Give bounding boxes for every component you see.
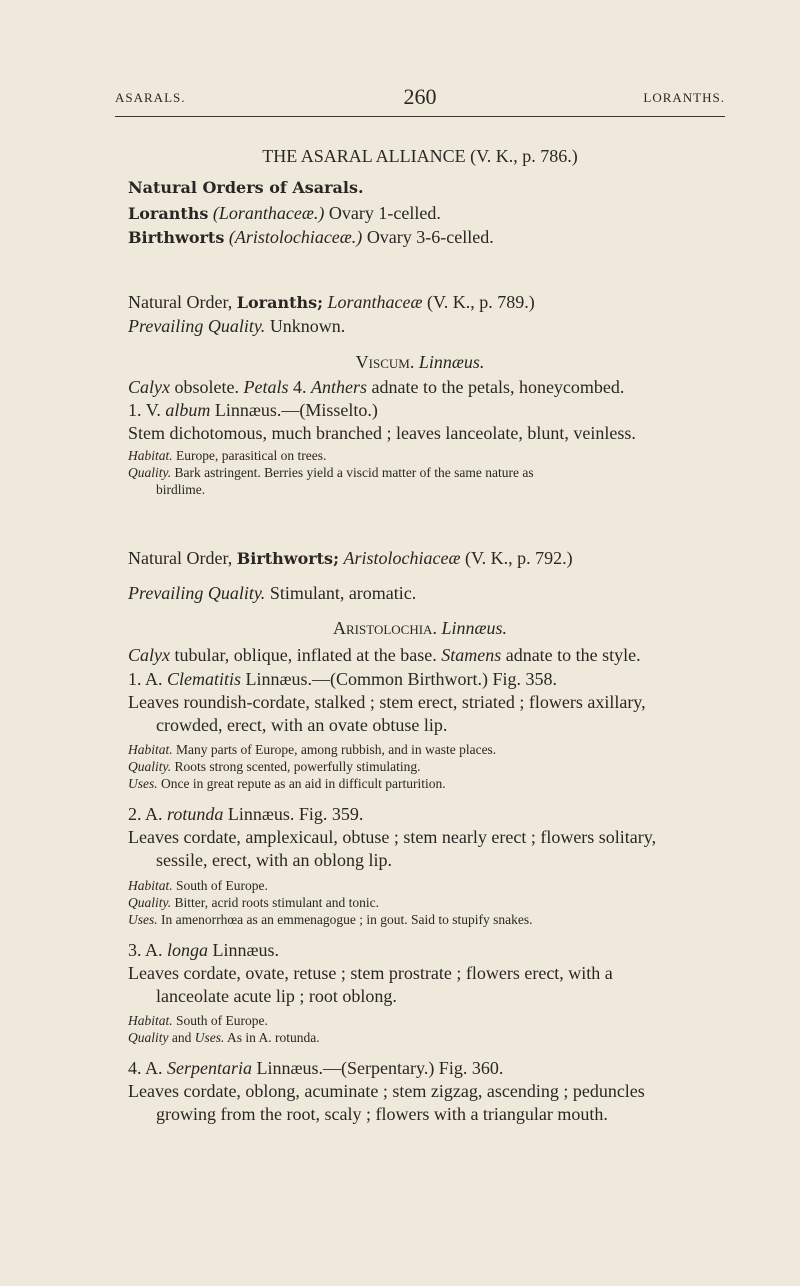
species-2-uses [128,911,748,928]
viscum-anthers-text: adnate to the petals, honeycombed. [371,377,625,397]
birthworts-order-latin: Aristolochiaceæ [343,548,461,568]
species-2-habitat-text: South of Europe. [176,878,268,893]
loranths-order-prefix: Natural Order, [128,292,233,312]
loranths-order-name: Loranths; [236,293,324,312]
species-4-name: Serpentaria [167,1058,253,1078]
page-number: 260 [403,84,437,109]
order-loranths-line [128,202,748,225]
orders-heading-text: Natural Orders of Asarals. [128,178,364,197]
viscum-species-line [128,399,748,422]
loranths-quality-line [128,315,748,338]
species-4-description-continued: growing from the root, scaly ; flowers with a triangular mouth. [156,1104,608,1124]
species-2-quality-text: Bitter, acrid roots stimulant and tonic. [174,895,380,910]
species-2-uses-text: In amenorrhœa as an emmenagogue ; in gout. Said to stupify snakes. [161,912,533,927]
species-1-uses [128,775,748,792]
running-head [115,84,725,110]
order-birthworts-text: Ovary 3-6-celled. [366,227,494,247]
loranths-quality-text: Unknown. [269,316,346,336]
viscum-calyx-label: Calyx [128,377,170,397]
orders-heading [128,178,748,198]
species-3-uses-label: Uses. [194,1030,225,1045]
loranths-order-line [128,291,748,314]
species-3-quality-uses-text: As in A. rotunda. [227,1030,320,1045]
species-3-number: 3. A. [128,940,163,960]
species-2-quality-label: Quality. [128,895,172,910]
viscum-genus-name: Viscum. [355,352,415,372]
order-birthworts-name: Birthworts [128,228,225,247]
aristolochia-stamens-label: Stamens [441,645,502,665]
viscum-calyx-text: obsolete. [174,377,239,397]
viscum-quality [128,464,748,481]
species-3-description-continued: lanceolate acute lip ; root oblong. [156,986,397,1006]
species-2-name: rotunda [167,804,224,824]
aristolochia-calyx-text: tubular, oblique, inflated at the base. [174,645,437,665]
order-loranths-latin: (Loranthaceæ.) [212,203,325,223]
birthworts-order-ref: (V. K., p. 792.) [464,548,573,568]
viscum-quality-text: Bark astringent. Berries yield a viscid matter of the same nature as [174,465,534,480]
loranths-order-ref: (V. K., p. 789.) [427,292,535,312]
viscum-habitat-label: Habitat. [128,448,173,463]
species-2-description: Leaves cordate, amplexicaul, obtuse ; stem nearly erect ; flowers solitary, [128,827,657,847]
species-3-and: and [171,1030,192,1045]
birthworts-quality-label: Prevailing Quality. [128,583,266,603]
order-loranths-name: Loranths [128,204,209,223]
species-1-quality [128,758,748,775]
aristolochia-genus-name: Aristolochia. [333,618,437,638]
species-4-number: 4. A. [128,1058,163,1078]
species-4-description: Leaves cordate, oblong, acuminate ; stem zigzag, ascending ; peduncles [128,1081,645,1101]
species-4-line [128,1057,748,1080]
species-2-habitat [128,877,748,894]
species-3-line [128,939,748,962]
species-1-habitat-text: Many parts of Europe, among rubbish, and in waste places. [176,742,497,757]
aristolochia-stamens-text: adnate to the style. [505,645,641,665]
viscum-characters [128,376,748,399]
running-head-left: ASARALS. [115,90,186,105]
species-3-habitat-label: Habitat. [128,1013,173,1028]
species-1-name: Clematitis [167,669,242,689]
alliance-title: THE ASARAL ALLIANCE (V. K., p. 786.) [262,146,578,166]
species-3-name: longa [167,940,209,960]
viscum-stem: Stem dichotomous, much branched ; leaves lanceolate, blunt, veinless. [128,423,636,443]
species-1-line [128,668,748,691]
viscum-species-name: album [165,400,211,420]
loranths-order-latin: Loranthaceæ [327,292,423,312]
viscum-genus-heading [115,351,725,374]
species-1-habitat-label: Habitat. [128,742,173,757]
viscum-habitat-text: Europe, parasitical on trees. [176,448,327,463]
order-birthworts-latin: (Aristolochiaceæ.) [228,227,363,247]
species-1-number: 1. A. [128,669,163,689]
birthworts-order-line [128,547,748,570]
species-1-uses-text: Once in great repute as an aid in difficult parturition. [161,776,446,791]
order-loranths-text: Ovary 1-celled. [328,203,441,223]
viscum-quality-label: Quality. [128,465,172,480]
birthworts-quality-text: Stimulant, aromatic. [269,583,417,603]
species-3-authority: Linnæus. [212,940,280,960]
birthworts-quality-line [128,582,748,605]
species-3-habitat [128,1012,748,1029]
species-1-quality-text: Roots strong scented, powerfully stimulating. [174,759,421,774]
species-1-description: Leaves roundish-cordate, stalked ; stem erect, striated ; flowers axillary, [128,692,646,712]
aristolochia-authority: Linnæus. [441,618,507,638]
species-1-uses-label: Uses. [128,776,158,791]
viscum-quality-continued: birdlime. [156,482,206,497]
aristolochia-calyx-label: Calyx [128,645,170,665]
viscum-petals-text: 4. [293,377,307,397]
aristolochia-genus-heading [115,617,725,640]
aristolochia-characters [128,644,748,667]
viscum-authority: Linnæus. [418,352,485,372]
species-2-line [128,803,748,826]
order-birthworts-line [128,226,748,249]
species-1-description-continued: crowded, erect, with an ovate obtuse lip. [156,715,448,735]
species-2-quality [128,894,748,911]
species-2-uses-label: Uses. [128,912,158,927]
species-4-authority: Linnæus.—(Serpentary.) Fig. 360. [256,1058,504,1078]
species-3-habitat-text: South of Europe. [176,1013,268,1028]
species-2-number: 2. A. [128,804,163,824]
viscum-species-number: 1. [128,400,142,420]
viscum-anthers-label: Anthers [311,377,367,397]
viscum-species-authority: Linnæus.—(Misselto.) [214,400,378,420]
viscum-species-genus: V. [145,400,161,420]
viscum-habitat [128,447,748,464]
loranths-quality-label: Prevailing Quality. [128,316,266,336]
species-2-authority: Linnæus. Fig. 359. [227,804,364,824]
species-3-quality-uses [128,1029,748,1046]
birthworts-order-name: Birthworts; [236,549,339,568]
species-2-habitat-label: Habitat. [128,878,173,893]
species-1-habitat [128,741,748,758]
header-rule [115,116,725,117]
species-1-quality-label: Quality. [128,759,172,774]
running-head-right: LORANTHS. [643,90,725,105]
species-1-authority: Linnæus.—(Common Birthwort.) Fig. 358. [245,669,558,689]
birthworts-order-prefix: Natural Order, [128,548,233,568]
species-3-quality-label: Quality [128,1030,169,1045]
species-3-description: Leaves cordate, ovate, retuse ; stem prostrate ; flowers erect, with a [128,963,613,983]
species-2-description-continued: sessile, erect, with an oblong lip. [156,850,392,870]
viscum-petals-label: Petals [243,377,289,397]
